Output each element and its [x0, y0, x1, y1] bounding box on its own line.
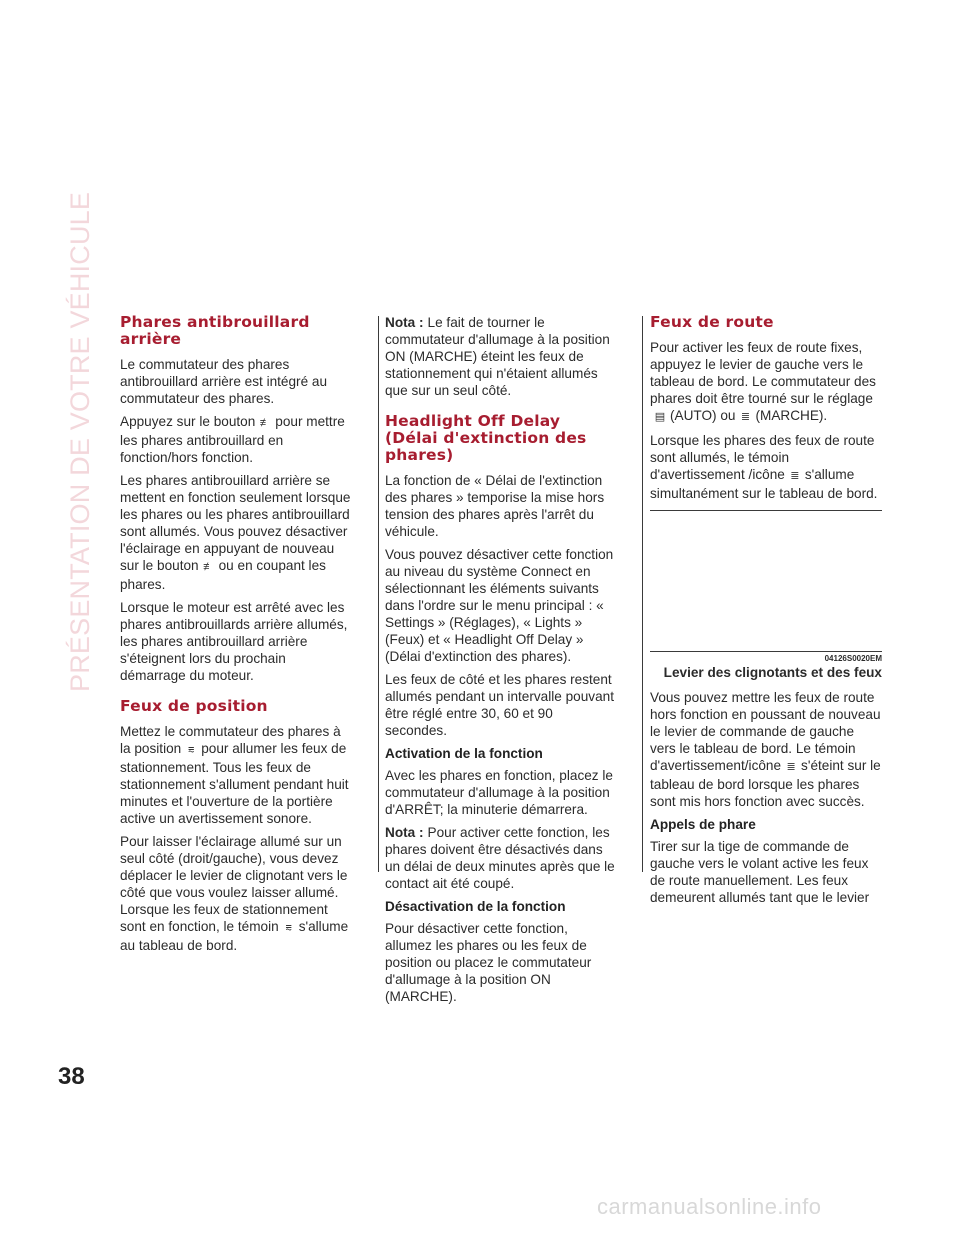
rear-fog-light-icon: ≢ [203, 561, 215, 573]
high-beam-icon: ≣ [740, 411, 751, 423]
high-beam-icon: ≣ [790, 470, 800, 482]
column-divider [378, 316, 379, 872]
figure-divider [650, 651, 882, 652]
text: Mettez le commutateur des phares à la position [120, 724, 341, 756]
nota-label: Nota : [385, 825, 424, 840]
activation-heading: Activation de la fonction [385, 746, 543, 761]
figure-caption: Levier des clignotants et des feux [663, 665, 882, 680]
position-lights-heading: Feux de position [120, 697, 268, 715]
position-lights-p1 [120, 723, 352, 827]
parking-light-icon: ⩳ [188, 744, 195, 756]
column-3 [650, 314, 882, 912]
text: Le fait de tourner le commutateur d'allumage à la position ON (MARCHE) éteint les feux de stationnement qui n'étaient allumés que sur un seul côté. [385, 315, 610, 398]
auto-headlight-icon: ▤ [654, 411, 666, 423]
deactivation-heading: Désactivation de la fonction [385, 899, 566, 914]
position-lights-p2 [120, 833, 352, 954]
rear-fog-p4: Lorsque le moteur est arrêté avec les phares antibrouillards arrière allumés, les phares antibrouillard arrière s'éteignent lors du prochain démarrage du moteur. [120, 600, 348, 683]
text: Appuyez sur le bouton [120, 414, 256, 429]
nota-label: Nota : [385, 315, 424, 330]
text: Vous pouvez mettre les feux de route hors fonction en poussant de nouveau le levier de commande de gauche vers le tableau de bord. Le témoin d'avertissement/icône [650, 690, 881, 773]
parking-light-icon: ⩳ [285, 922, 292, 934]
rear-fog-light-icon: ≢ [259, 417, 271, 429]
text: pour allumer les feux de stationnement. Tous les feux de stationnement s'allument pendant huit minutes et l'ouverture de la portière active un avertissement sonore. [120, 741, 349, 826]
text: Pour activer cette fonction, les phares doivent être désactivés dans un délai de deux minutes après que le contact ait été coupé. [385, 825, 615, 891]
nota-2 [385, 824, 617, 892]
rear-fog-p3 [120, 472, 352, 593]
text: Pour laisser l'éclairage allumé sur un seul côté (droit/gauche), vous devez déplacer le levier de clignotant vers le côté que vous voulez laisser allumé. Lorsque les feux de stationnement sont en fonction, le témoin [120, 834, 348, 934]
headlight-delay-p1: La fonction de « Délai de l'extinction des phares » temporise la mise hors tension des phares après l'arrêt du véhicule. [385, 473, 605, 539]
text: Pour activer les feux de route fixes, appuyez le levier de gauche vers le tableau de bord. Le commutateur des phares doit être tourné sur le réglage [650, 340, 876, 406]
figure-code: 04126S0020EM [824, 654, 882, 663]
rear-fog-p1: Le commutateur des phares antibrouillard arrière est intégré au commutateur des phares. [120, 357, 328, 406]
section-side-title: PRÉSENTATION DE VOTRE VÉHICULE [65, 191, 95, 692]
text: Les phares antibrouillard arrière se mettent en fonction seulement lorsque les phares ou les phares antibrouillard sont allumés. Vous pouvez désactiver l'éclairage en appuyant de nouveau sur le bouton [120, 473, 351, 573]
headlight-delay-p2: Vous pouvez désactiver cette fonction au niveau du système Connect en sélectionnant les éléments suivants dans l'ordre sur le menu principal : « Settings » (Réglages), « Lights » (Feux) et « Headlight Off Delay » (Délai d'extinction des phares). [385, 547, 614, 664]
page-number: 38 [58, 1063, 85, 1090]
text: Lorsque les phares des feux de route sont allumés, le témoin d'avertissement /icône [650, 433, 875, 482]
high-beam-icon: ≣ [786, 761, 796, 773]
text: (AUTO) ou [670, 408, 736, 423]
column-2 [385, 314, 617, 1011]
watermark: carmanualsonline.info [597, 1194, 822, 1219]
flash-text: Tirer sur la tige de commande de gauche vers le volant active les feux de route manuellement. Les feux demeurent allumés tant que le levier [650, 839, 870, 905]
high-beam-p2 [650, 432, 882, 502]
high-beam-heading: Feux de route [650, 313, 774, 331]
nota-1 [385, 314, 617, 399]
high-beam-p1 [650, 339, 882, 426]
text: s'allume simultanément sur le tableau de bord. [650, 467, 878, 501]
activation-text: Avec les phares en fonction, placez le commutateur d'allumage à la position d'ARRÊT; la minuterie démarrera. [385, 768, 613, 817]
column-1 [120, 314, 352, 960]
headlight-delay-p3: Les feux de côté et les phares restent allumés pendant un intervalle pouvant être réglé entre 30, 60 et 90 secondes. [385, 672, 614, 738]
figure-placeholder [650, 510, 882, 651]
high-beam-p3 [650, 689, 882, 810]
rear-fog-heading: Phares antibrouillard arrière [120, 313, 310, 348]
text: s'allume au tableau de bord. [120, 919, 349, 953]
text: (MARCHE). [755, 408, 828, 423]
headlight-delay-heading: Headlight Off Delay (Délai d'extinction des phares) [385, 412, 587, 464]
rear-fog-p2 [120, 413, 352, 466]
text: pour mettre les phares antibrouillard en fonction/hors fonction. [120, 414, 345, 465]
flash-heading: Appels de phare [650, 817, 756, 832]
text: s'éteint sur le tableau de bord lorsque les phares sont mis hors fonction avec succès. [650, 758, 881, 809]
deactivation-text: Pour désactiver cette fonction, allumez les phares ou les feux de position ou placez le commutateur d'allumage à la position ON (MARCHE). [385, 921, 592, 1004]
column-divider [642, 316, 643, 872]
text: ou en coupant les phares. [120, 558, 326, 592]
